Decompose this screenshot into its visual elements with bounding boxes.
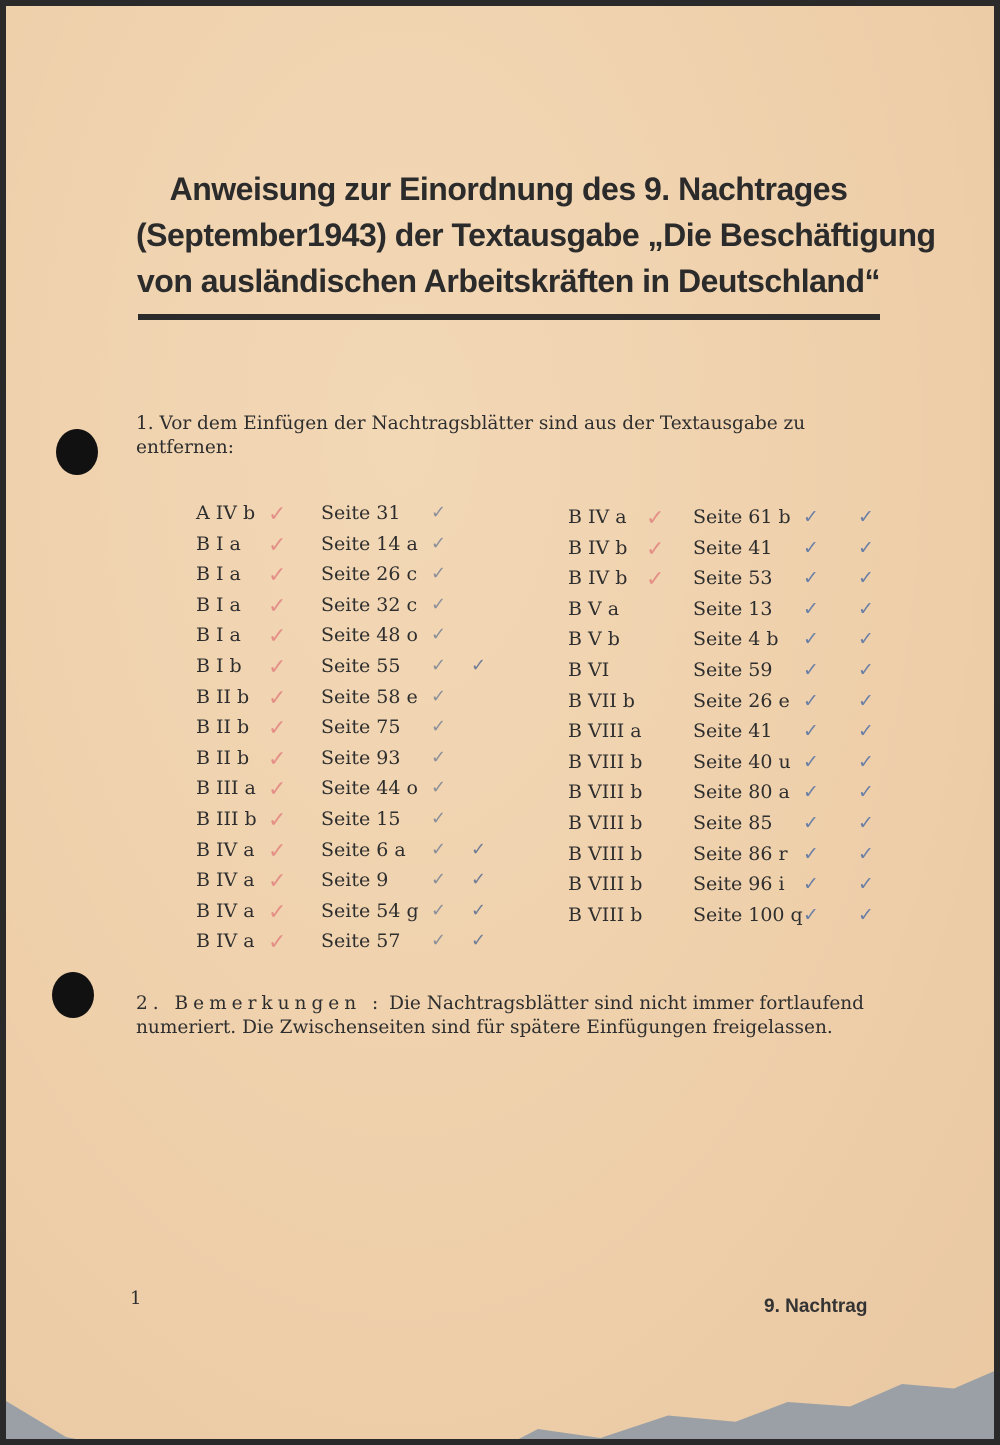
torn-edge: [486, 1366, 994, 1439]
pencil-check-mark-icon: ✓: [803, 658, 819, 681]
document-title: [136, 166, 936, 304]
red-check-mark-icon: ✓: [268, 502, 287, 527]
page-reference: Seite 6 a: [321, 838, 406, 861]
section-code: B II b: [196, 746, 250, 769]
pencil-check-mark-icon: ✓: [858, 628, 874, 651]
title-underline: [138, 314, 880, 320]
red-check-mark-icon: ✓: [268, 716, 287, 742]
pencil-check-mark-icon: ✓: [803, 842, 819, 865]
pencil-check-mark-icon: ✓: [471, 869, 487, 891]
section-code: B VIII a: [568, 720, 642, 743]
red-check-mark-icon: ✓: [268, 624, 287, 650]
section-code: B I a: [196, 593, 241, 616]
pencil-check-mark-icon: ✓: [471, 930, 487, 952]
pencil-check-mark-icon: ✓: [431, 716, 447, 738]
pencil-check-mark-icon: ✓: [431, 838, 447, 860]
section-2-text: [136, 992, 881, 1040]
section-code: B V b: [568, 628, 620, 651]
page-number: 1: [130, 1288, 142, 1309]
page-reference: Seite 9: [321, 869, 389, 892]
page-reference: Seite 80 a: [693, 781, 790, 804]
section-code: B I a: [196, 563, 241, 586]
pencil-check-mark-icon: ✓: [803, 811, 819, 834]
pencil-check-mark-icon: ✓: [431, 654, 447, 676]
red-check-mark-icon: ✓: [268, 654, 287, 680]
section-code: B IV a: [196, 930, 255, 953]
page-reference: Seite 15: [321, 807, 401, 830]
pencil-check-mark-icon: ✓: [858, 842, 874, 865]
pencil-check-mark-icon: ✓: [803, 536, 819, 559]
red-check-mark-icon: ✓: [646, 567, 665, 593]
pencil-check-mark-icon: ✓: [858, 811, 874, 834]
page-reference: Seite 96 i: [693, 873, 785, 896]
page-reference: Seite 53: [693, 567, 773, 590]
page-reference: Seite 41: [693, 536, 773, 559]
remarks-text: Die Nachtragsblätter sind nicht immer fortlaufend numeriert. Die Zwischenseiten sind für spätere Einfügungen freigelassen.: [136, 993, 865, 1038]
pencil-check-mark-icon: ✓: [471, 838, 487, 860]
section-code: B IV a: [196, 838, 255, 861]
red-check-mark-icon: ✓: [646, 506, 665, 531]
section-1-text: 1. Vor dem Einfügen der Nachtragsblätter sind aus der Textausgabe zu entfernen:: [136, 413, 806, 458]
section-code: B IV a: [568, 506, 627, 528]
pencil-check-mark-icon: ✓: [471, 899, 487, 921]
page-reference: Seite 31: [321, 502, 401, 524]
pencil-check-mark-icon: ✓: [431, 777, 447, 799]
page-reference: Seite 86 r: [693, 842, 788, 865]
pencil-check-mark-icon: ✓: [431, 685, 447, 707]
page-reference: Seite 14 a: [321, 532, 418, 555]
punch-hole: [56, 429, 98, 475]
page-reference: Seite 48 o: [321, 624, 418, 647]
section-code: B VII b: [568, 689, 635, 712]
pencil-check-mark-icon: ✓: [858, 536, 874, 559]
pencil-check-mark-icon: ✓: [803, 873, 819, 896]
pencil-check-mark-icon: ✓: [858, 873, 874, 896]
section-code: B III a: [196, 777, 256, 800]
pencil-check-mark-icon: ✓: [431, 899, 447, 921]
page-reference: Seite 57: [321, 930, 401, 953]
pencil-check-mark-icon: ✓: [431, 563, 447, 585]
page-reference: Seite 32 c: [321, 593, 418, 616]
section-code: B II b: [196, 685, 250, 708]
pencil-check-mark-icon: ✓: [803, 903, 819, 926]
section-code: B VIII b: [568, 842, 643, 865]
section-code: B IV a: [196, 869, 255, 892]
red-check-mark-icon: ✓: [646, 536, 665, 562]
pencil-check-mark-icon: ✓: [858, 781, 874, 804]
section-code: B V a: [568, 597, 620, 620]
page-reference: Seite 44 o: [321, 777, 418, 800]
page-reference: Seite 85: [693, 811, 773, 834]
pencil-check-mark-icon: ✓: [858, 597, 874, 620]
document-page: [6, 6, 994, 1439]
page-reference: Seite 13: [693, 597, 773, 620]
pencil-check-mark-icon: ✓: [431, 593, 447, 615]
pencil-check-mark-icon: ✓: [803, 689, 819, 712]
red-check-mark-icon: ✓: [268, 685, 287, 711]
section-code: B VIII b: [568, 903, 643, 926]
red-check-mark-icon: ✓: [268, 899, 287, 925]
pencil-check-mark-icon: ✓: [803, 750, 819, 773]
section-code: B VIII b: [568, 873, 643, 896]
pencil-check-mark-icon: ✓: [803, 628, 819, 651]
remarks-label: 2. Bemerkungen :: [136, 993, 384, 1014]
pencil-check-mark-icon: ✓: [431, 746, 447, 768]
pencil-check-mark-icon: ✓: [471, 654, 487, 676]
section-code: B IV b: [568, 536, 628, 559]
pencil-check-mark-icon: ✓: [858, 689, 874, 712]
page-reference: Seite 59: [693, 658, 773, 681]
red-check-mark-icon: ✓: [268, 869, 287, 895]
page-reference: Seite 75: [321, 716, 401, 739]
page-reference: Seite 58 e: [321, 685, 418, 708]
title-line: von ausländischen Arbeitskräften in Deutschland“: [137, 263, 880, 299]
pencil-check-mark-icon: ✓: [431, 502, 447, 523]
section-code: B VIII b: [568, 750, 643, 773]
red-check-mark-icon: ✓: [268, 563, 287, 589]
pencil-check-mark-icon: ✓: [803, 781, 819, 804]
section-code: B I a: [196, 532, 241, 555]
red-check-mark-icon: ✓: [268, 930, 287, 956]
page-reference: Seite 26 c: [321, 563, 418, 586]
pencil-check-mark-icon: ✓: [803, 506, 819, 528]
section-code: B IV a: [196, 899, 255, 922]
footer-label: 9. Nachtrag: [764, 1296, 868, 1317]
title-line: (September1943) der Textausgabe „Die Beschäftigung: [136, 217, 936, 253]
torn-edge-left: [6, 1401, 206, 1439]
pencil-check-mark-icon: ✓: [431, 869, 447, 891]
section-code: B III b: [196, 807, 257, 830]
punch-hole: [52, 972, 94, 1018]
section-code: B IV b: [568, 567, 628, 590]
section-code: B I a: [196, 624, 241, 647]
page-reference: Seite 26 e: [693, 689, 790, 712]
section-code: A IV b: [196, 502, 256, 524]
pencil-check-mark-icon: ✓: [431, 930, 447, 952]
pencil-check-mark-icon: ✓: [431, 532, 447, 554]
pencil-check-mark-icon: ✓: [803, 597, 819, 620]
page-reference: Seite 41: [693, 720, 773, 743]
page-reference: Seite 61 b: [693, 506, 791, 528]
pencil-check-mark-icon: ✓: [858, 658, 874, 681]
pencil-check-mark-icon: ✓: [858, 567, 874, 590]
section-code: B I b: [196, 654, 242, 677]
page-reference: Seite 93: [321, 746, 401, 769]
red-check-mark-icon: ✓: [268, 746, 287, 772]
pencil-check-mark-icon: ✓: [431, 624, 447, 646]
red-check-mark-icon: ✓: [268, 807, 287, 833]
pencil-check-mark-icon: ✓: [858, 750, 874, 773]
page-reference: Seite 55: [321, 654, 401, 677]
section-code: B II b: [196, 716, 250, 739]
pencil-check-mark-icon: ✓: [858, 903, 874, 926]
red-check-mark-icon: ✓: [268, 593, 287, 619]
red-check-mark-icon: ✓: [268, 777, 287, 803]
page-reference: Seite 4 b: [693, 628, 779, 651]
pencil-check-mark-icon: ✓: [858, 720, 874, 743]
red-check-mark-icon: ✓: [268, 838, 287, 864]
section-code: B VIII b: [568, 811, 643, 834]
title-line: Anweisung zur Einordnung des 9. Nachtrages: [169, 171, 848, 207]
section-code: B VIII b: [568, 781, 643, 804]
page-reference: Seite 54 g: [321, 899, 419, 922]
pencil-check-mark-icon: ✓: [431, 807, 447, 829]
page-reference: Seite 100 q: [693, 903, 803, 926]
red-check-mark-icon: ✓: [268, 532, 287, 558]
pencil-check-mark-icon: ✓: [803, 720, 819, 743]
section-code: B VI: [568, 658, 610, 681]
page-reference: Seite 40 u: [693, 750, 791, 773]
pencil-check-mark-icon: ✓: [803, 567, 819, 590]
pencil-check-mark-icon: ✓: [858, 506, 874, 528]
